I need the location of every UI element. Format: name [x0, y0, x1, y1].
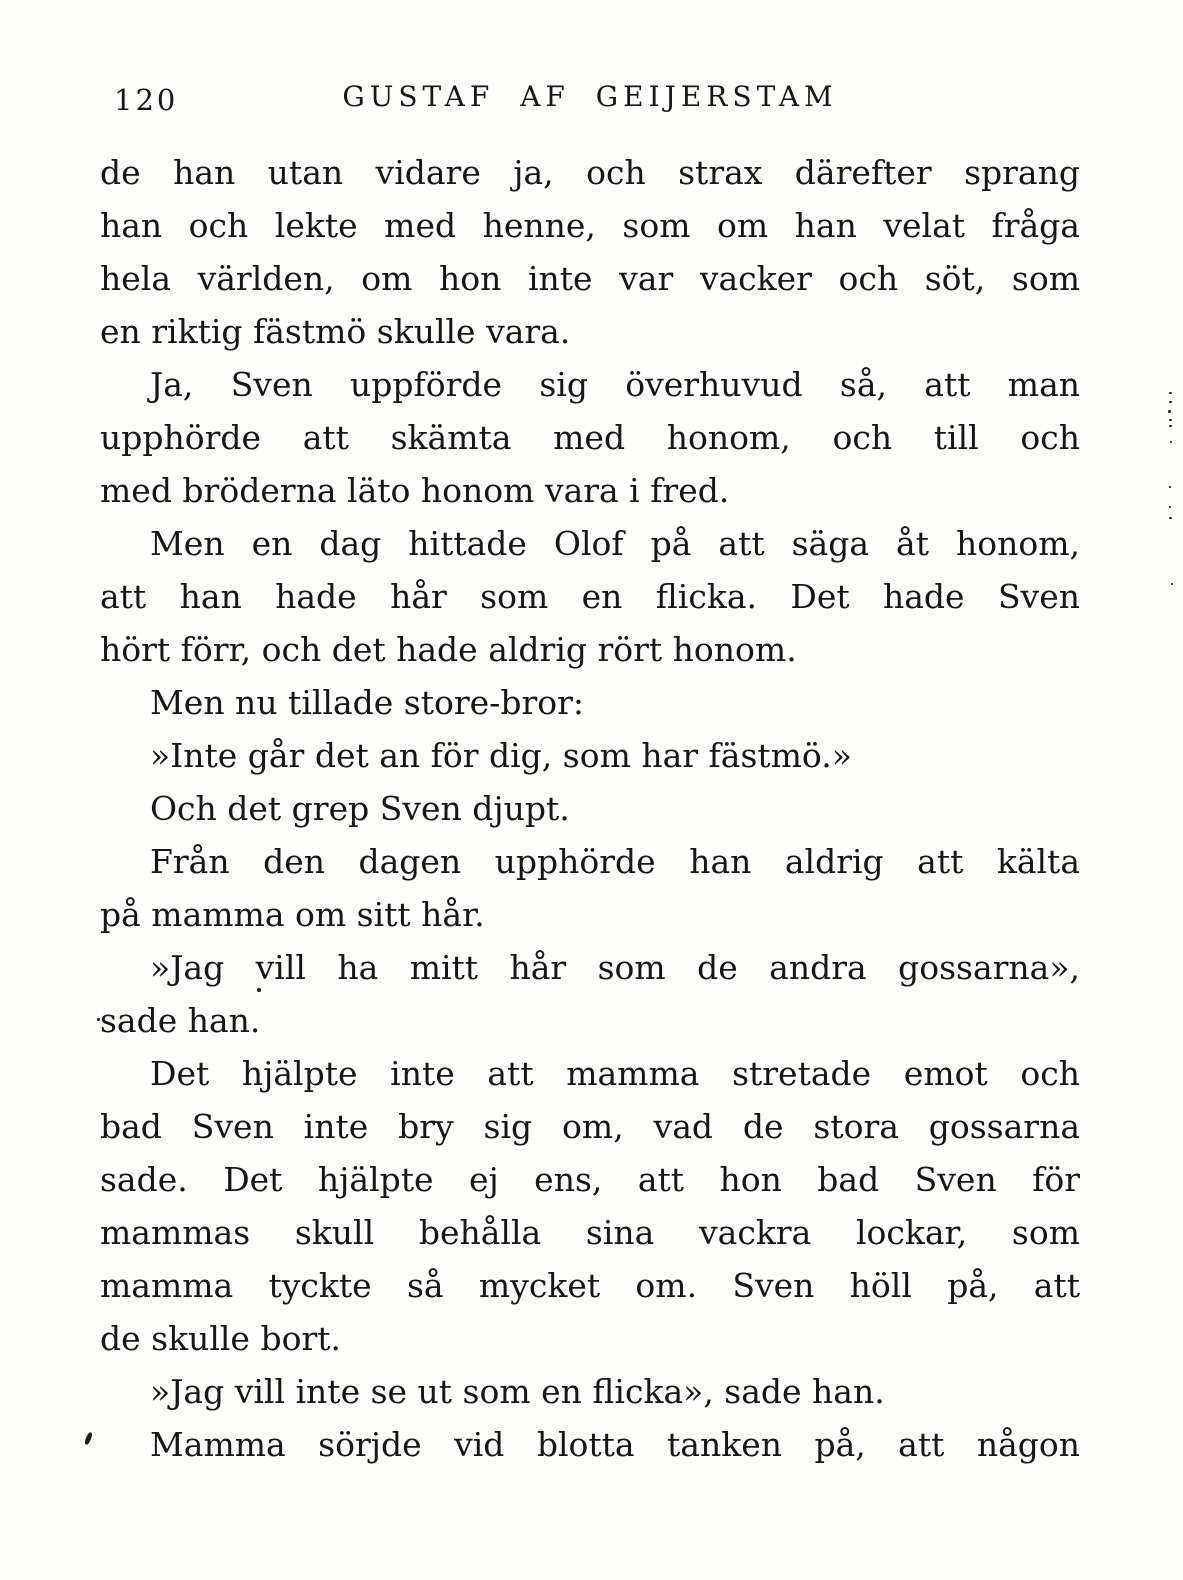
text-line: »Jag vill ha mitt hår som de andra gossarna»,: [150, 948, 1080, 987]
paragraph: [100, 835, 1080, 941]
paragraph: [100, 1365, 1080, 1418]
scan-artifact: [257, 988, 261, 992]
text-line: »Inte går det an för dig, som har fästmö.»: [150, 736, 852, 775]
scan-artifact: [1169, 486, 1171, 488]
scan-artifact: [1169, 392, 1172, 394]
scan-artifact: [1170, 441, 1172, 443]
scan-artifact: [1169, 419, 1172, 421]
paragraph: [100, 782, 1080, 835]
text-line: Ja, Sven uppförde sig överhuvud så, att man: [150, 365, 1080, 404]
running-header: GUSTAF AF GEIJERSTAM: [342, 80, 838, 113]
text-line: en riktig fästmö skulle vara.: [100, 312, 571, 351]
text-line: Från den dagen upphörde han aldrig att kälta: [150, 842, 1080, 881]
text-line: de han utan vidare ja, och strax därefter sprang: [100, 153, 1080, 192]
scan-artifact: [1169, 517, 1172, 519]
text-line: på mamma om sitt hår.: [100, 895, 485, 934]
text-line: Men en dag hittade Olof på att säga åt honom,: [150, 524, 1080, 563]
text-line: »Jag vill inte se ut som en flicka», sade han.: [150, 1372, 885, 1411]
text-line: hört förr, och det hade aldrig rört honom.: [100, 630, 797, 669]
page-number: 120: [114, 83, 179, 117]
text-line: att han hade hår som en flicka. Det hade Sven: [100, 577, 1080, 616]
scan-artifact: [1169, 401, 1172, 403]
text-line: Det hjälpte inte att mamma stretade emot och: [150, 1054, 1080, 1093]
scan-artifact: [1171, 583, 1173, 585]
text-line: sade han.: [100, 1001, 261, 1040]
text-line: hela världen, om hon inte var vacker och söt, som: [100, 259, 1080, 298]
paragraph: [100, 676, 1080, 729]
text-line: mammas skull behålla sina vackra lockar, som: [100, 1213, 1080, 1252]
scan-artifact: [97, 1018, 100, 1021]
paragraph: [100, 358, 1080, 517]
text-line: bad Sven inte bry sig om, vad de stora gossarna: [100, 1107, 1080, 1146]
paragraph: [100, 1418, 1080, 1471]
text-block: [100, 146, 1080, 1471]
text-line: Mamma sörjde vid blotta tanken på, att någon: [150, 1425, 1080, 1464]
text-line: de skulle bort.: [100, 1319, 341, 1358]
paragraph: [100, 517, 1080, 676]
page-header: [100, 80, 1080, 120]
paragraph: [100, 941, 1080, 1047]
text-line: med bröderna läto honom vara i fred.: [100, 471, 730, 510]
paragraph: [100, 1047, 1080, 1365]
text-line: sade. Det hjälpte ej ens, att hon bad Sven för: [100, 1160, 1080, 1199]
scan-artifact: [1169, 425, 1172, 427]
paragraph: [100, 146, 1080, 358]
text-line: han och lekte med henne, som om han velat fråga: [100, 206, 1080, 245]
paragraph: [100, 729, 1080, 782]
scan-artifact: [1168, 410, 1171, 413]
text-line: Och det grep Sven djupt.: [150, 789, 570, 828]
text-line: mamma tyckte så mycket om. Sven höll på, att: [100, 1266, 1080, 1305]
scan-artifact: [1169, 506, 1171, 508]
text-line: Men nu tillade store-bror:: [150, 683, 584, 722]
text-line: upphörde att skämta med honom, och till och: [100, 418, 1080, 457]
